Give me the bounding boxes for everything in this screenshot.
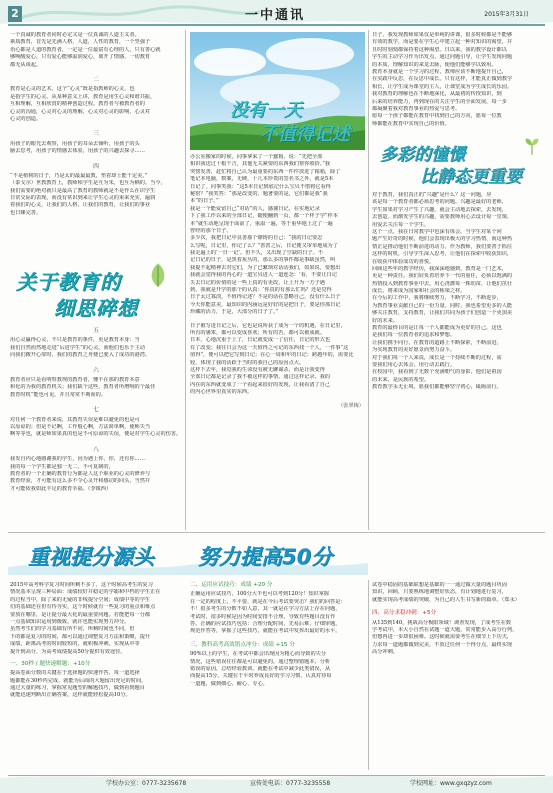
text-line: 么写呢，日记里，你记了么？”善善之后，日记便又审单地成为了 (190, 242, 338, 249)
text-line: 下的都是复习的时间，都可以通过调整复习方法和策略，提升 (10, 633, 151, 640)
text-line: 在实践中反思，在反思中成长。只有这样，才能真正做到教学 (372, 76, 513, 83)
col1-lower-block (10, 328, 182, 493)
text-line: 去创造。而激发学生的兴趣，需要教师用心去设计每一堂课， (372, 214, 513, 221)
text-line: 力求每一道题都做到完美，不放过任何一个得分点，最终实现 (372, 641, 513, 648)
text-line: 互相理解，互相欣赏的精神创造过程。教育者与被教育者的 (10, 101, 145, 108)
text-line: 相长，让学生成为课堂的主人，让课堂成为学生成长的乐园。 (372, 83, 513, 90)
text-line: 今天你能意美，最知识的内涵远是好好的是把日子，要是你那日记 (190, 301, 341, 308)
text-line: 内在的东西就变成了一个看起来很好的发现，让我看清了自己 (190, 381, 331, 388)
text-line: 试卷中稳固的基础联想是基础的一一通过做大量的题目巩固 (372, 582, 507, 588)
text-line: 不！很多考生的分数不如人意，其一就是在学习方法上存在问题， (190, 606, 341, 613)
text-line: 而提高15分。关键在于平时养成良好的学习习惯，认真对待每 (190, 673, 332, 680)
text-line: 情正是推动他们不断前进的动力。作为教师，我们要善于抓住 (372, 243, 513, 250)
text-line: 一道题，做到细心、耐心、专心。 (190, 680, 268, 687)
text-line: 我发自内心地感谢我的学生，因为遇上你，你，还有你…… (10, 456, 145, 463)
section-heading: 三、教科高考高效错点冲分：成绩 +15 分 (190, 641, 295, 648)
text-line: 心灵的沟通，心灵对心灵的理解，心灵对心灵的影响，心灵对 (10, 108, 151, 115)
col3-title-block (372, 134, 544, 187)
column-divider-1 (185, 30, 186, 530)
footer-website: 学校网址：www.gxqzyz.com (410, 780, 492, 787)
text-line: 90%以上的学生，在考试中都会出现因为粗心而导致的失分 (190, 651, 327, 658)
section-number: 六 (93, 367, 99, 374)
text-line: 日子太过寡淡，不值得记述？不是的话在忽略自己，没有什么日子 (190, 294, 341, 301)
text-line: 对于我们每一个人来说，成长是一个持续不断的过程，需 (372, 354, 502, 361)
text-line: 就能实现高考成绩的突破，为自己的人生书写新的篇章。（郑永） (372, 596, 520, 603)
text-line: 本”就生动地呈现于面前了，重温一遍，等于重华地上过了一遍 (190, 220, 333, 227)
text-line: 情况基本呈现三种局面：成绩较好并稳定的学霸和中档的学生正在 (10, 589, 161, 596)
section-number: 二 (93, 76, 99, 83)
bottom-right-block (372, 582, 544, 657)
text-line: 情况，这些错误往往都是可以避免的。通过整理错题本，分析 (190, 658, 331, 665)
text-line: 答。正确的应试技巧包括：合理分配时间，先易后难，仔细审题， (190, 620, 341, 627)
text-line: 教育本身就是一个学习的过程，教师应该不断地提升自己， (372, 68, 507, 75)
text-line: 提升到高分，为高考成绩提高50分提供有效途径。 (10, 648, 126, 655)
text-line: 规范作答等，掌握了这些技巧，就能在考试中发挥出最好的水平。 (190, 628, 341, 635)
text-line: 学考试中，本大小自然在试题一道大题，常常能步入高分行列， (372, 626, 518, 633)
text-line: 这样的时机，引导学生深入思考，让他们在探索中收获知识， (372, 251, 513, 258)
text-line: 曾经的那个日子。 (190, 227, 232, 234)
text-line: 知识，回顾，只要熟练地调整好状态，有计划地进行复习， (372, 589, 507, 596)
text-line: 教育是心灵的艺术，这个“心灵”既是指教师的心灵，也 (10, 86, 135, 93)
text-line: 有了改变；我往日会为这一天值得之可记的东西找一个人，一件事“这 (190, 344, 349, 351)
col1-block (10, 32, 182, 217)
col1-title-line1: 关于教育的 (16, 270, 121, 294)
text-line: 学生如果对学习产生了兴趣，就会主动地去探索，去发现， (372, 206, 507, 213)
bottom-divider (8, 532, 545, 533)
footer-publicity-phone: 宣传处电话：0777-3235558 (250, 780, 331, 787)
text-line: 珍藏的活力，于是，大部分的日子了。” (190, 309, 279, 316)
text-line: 对任何一个教育者来说，其教育失误是难以避免的也是可 (10, 416, 140, 423)
text-line: 愿每一个孩子都能在教育中找到自己的方向，愿每一位教 (372, 113, 502, 120)
text-line: 教育经验，才可能有这么多不令心灵开和感动的回头，当然并 (10, 478, 151, 485)
text-line: 较，体现了我的活跃于当时的我自己的原因点大。 (190, 359, 305, 366)
text-line: 用爱去关注每一个学生。 (372, 221, 430, 228)
text-line: 值得”，便可以把它写到日记；在心一周和年的日记：跨越年的，需要比 (190, 352, 354, 359)
text-line: 提高卷面分数的关键在于选择题的快速作答，每一道选择 (10, 670, 140, 677)
text-line: 在校园中，我看到了无数个充满朝气的身影，他们是祖国 (372, 369, 502, 376)
section-number: 八 (93, 446, 99, 453)
text-line: 且时时刻刻都保持着这种渴望。日以来，我的教学设计都以 (372, 46, 507, 53)
section-heading: 二、运用应试技巧：成绩 +20 分 (190, 582, 273, 588)
text-line: 啊等等也，就是师如果真的也是不可原谅的失误，便是对学生心灵的伤害。 (10, 431, 182, 438)
text-line: 对于教育，我们真正的“兴趣”是什么？这一问题，应 (372, 192, 492, 198)
text-line: 的过程当中，除了来的无疑的非线提分空间；成绩中等的学生 (10, 596, 151, 603)
text-line: 教育的最终目的是让每一个人都能成为更好的自己，这也 (372, 325, 502, 332)
text-line: 一点基础知识运用到极致，就许也能实现努力冲分。 (10, 618, 130, 625)
text-line: 该是每一个教育者都必须思考的问题。兴趣是最好的老师， (372, 199, 507, 206)
text-line: 后来的培养能力，再到现在的关注学生的全面发展，每一步 (372, 98, 507, 105)
col2-photo (190, 32, 365, 150)
text-line: 才可能依我如此丰足的教育幸福。（李镇西） (10, 485, 112, 492)
text-line: 到，我就是开学的那个的认真：‘你真的有那么忙吗？还是觉得 (190, 287, 332, 294)
text-line: 回顾这些年的教学经历，我深深地感到，教育是一门艺术， (372, 265, 507, 272)
text-line: 正确运用应试技巧，100分大半也可以考到120分！知识掌握 (190, 591, 330, 598)
text-line: 我走遍上的‘一日一记’。但不久，又出现了空缺的日子。不 (190, 250, 323, 257)
text-line: 教育时机“能也可见，并且常常不期而的。 (10, 391, 107, 398)
text-line: 我们需要的绝对就只是最高了教育的教师就是不是作么在识学生 (10, 187, 156, 194)
header-rule (8, 24, 545, 26)
col3-title-line2: 比静态更重要 (420, 167, 522, 187)
text-line: （泰戈尔）世教教育上，教师和学生是互为朱，也互为栖的。当今， (10, 180, 166, 187)
banner-left-text: 重视提分源头 (28, 545, 154, 569)
text-line: 素质教育，首先是先满人格，人道，人性的教育，一个坚强子 (10, 39, 151, 46)
section-heading: 四、高分求稳冲刺：+5分 (372, 610, 437, 617)
text-line: 虽然考生们的学习基础有所不同，所剩时间也不同，但 (10, 626, 135, 633)
text-line: 失去日记的价值的是一些上真的有更改，让上升为一方子遇 (190, 279, 325, 286)
masthead-title: 一中通讯 (245, 8, 306, 23)
text-line: 日本，心地沉重于上了，日记就变成一了信任，日记的形式也 (190, 337, 331, 344)
text-line: 这样下去年，我觉我的生命没有被无聊谋杀，而是让我变得 (190, 366, 325, 373)
exam-banner (8, 537, 368, 575)
text-line: 语心都是人道的教育者，一定是一位最富有心理的人，只有善心就 (10, 46, 161, 53)
text-line: 所有的愚笨，都可以变成喜欢；所有的苦，都可以被成就。 (190, 329, 325, 336)
text-line: 为实现教育的美好愿景而努力奋斗。 (372, 347, 456, 354)
text-line: 学生的主动学习作为出发点，通过问题引导，让学生发现问题 (372, 54, 513, 61)
col2-block (190, 154, 364, 410)
text-line: 通过大量的练习，掌握常见题型的解题技巧，做到看到题目 (10, 685, 145, 692)
text-line: 们的基础还在但有待夯实，这个时候就有一些复习的重点和难点 (10, 604, 156, 611)
text-line: 办公室搬家的时候，同事拿来了一个蠢箱，说：“先把全部 (190, 154, 323, 160)
text-line: 突愣发善，赶忙将自己认为最重要的东西一件件放进了箱箱，除了 (190, 168, 341, 175)
text-line: 够关注教育，支持教育，让我们共同为孩子们创造一个更加美 (372, 310, 513, 317)
text-line: 好的未来。 (372, 317, 398, 324)
text-line: 师都能在教育中实现自己的价值。 (372, 120, 450, 127)
text-line: 教育者应只是看明察教规的教育者，懂不在那的教育本意 (10, 376, 140, 383)
text-line: 从135到140，挑战高分极限领域！调查发现，了成考生在数 (372, 619, 512, 626)
text-line: 就能迅速判断出正确答案，这样就能轻松提高10分。 (10, 692, 131, 699)
text-line: 全部日记都是记录了我不被这样的事情，通过这样记录，我的 (190, 374, 331, 381)
text-line: 错误的原因，总结经验教训，就能在考试中减少此类错误，从 (190, 665, 331, 672)
text-line: 成绩，距离高考的时间较短的，就积极冲刺，实现从中等 (10, 641, 140, 648)
text-line: 的本质，理解知识的来龙去脉，使他们能够学以致用。 (372, 61, 497, 68)
text-line: 在收获中体验成功的喜悦。 (372, 258, 435, 265)
text-line: 在今后的工作中，我将继续努力，不断学习，不断进步， (372, 295, 502, 302)
text-line: 日记了。同事笑我：“这5本日记到底记什么宝贝不惜将它看得 (190, 183, 331, 190)
photo-title-line2: 不值得记述 (260, 124, 350, 145)
text-line: 和化的为我的教育机关；我们缺个这些，教育者所增响的个最佳 (10, 384, 156, 391)
text-line: 我提不起精神去对它们，为了已繁琐对话动我们，如果说，要想出 (190, 264, 341, 271)
text-line: 一个真诚的教育者同时必定又是一位真诚的人道主义者。 (10, 32, 140, 38)
text-line: 相识我送过十根干吉，其他无关紧要的东西我们帮你收拾。”我 (190, 161, 331, 168)
col1-title-block (10, 262, 182, 322)
text-line: 是我们每一位教育者的追求和梦想。 (372, 332, 456, 339)
col1-title-line2: 细思碎想 (54, 296, 138, 320)
text-line: 心灵的创造。 (10, 115, 42, 122)
page-number: 2 (8, 6, 22, 22)
footer-office-phone: 学校办公室：0777-3235678 (106, 780, 187, 787)
signature: （张翠梅） (338, 402, 364, 409)
section-number: 四 (93, 163, 99, 170)
text-line: 成长，将来成为国家和社会的栋梁之材。 (372, 288, 466, 295)
column-divider-2 (368, 30, 369, 530)
banner-right-text: 努力提高50分 (198, 545, 333, 569)
text-line: 有效的教学，而是要在学生心中建立起一种对知识的渴望，并 (372, 39, 513, 46)
header-date: 2015年3月31日 (484, 11, 529, 18)
text-line: 我对教育的理解也在不断地深化，从最初的传授知识，到 (372, 91, 502, 98)
text-line: 我的每一个学生都是独一无二，不可复制的， (10, 463, 114, 470)
text-line: “不是植树的日子，乃是太的最最最教，垫着却土能千定美。” (10, 172, 148, 179)
photo-title-line1: 没有一天 (230, 100, 302, 121)
text-line: 更是一种责任。我们肩负着培养下一代的重任，必须以饱满的 (372, 273, 513, 280)
text-line: 笔记本电脑，数案，无硬，十几本珍贵的签名书之外，就是5本 (190, 176, 334, 183)
text-line: 够唤醒爱心，只有爱心能够温润爱心，离开了情感，一切教育 (10, 54, 151, 61)
leaf-decoration-icon (145, 262, 171, 288)
section-number: 五 (93, 328, 99, 334)
text-line: 都无从谈起。 (10, 61, 42, 68)
text-line: 教育教学永无止境，愿我们都能够坚守初心，砥砺前行。 (372, 384, 502, 391)
text-line: 着我们的心灵，让我们的人格，让我们的教育，让我们的事业 (10, 202, 151, 209)
text-line: 我是一个能爱留自己“对话”的人，感谢日记，在实地记录 (190, 205, 320, 212)
text-line: 让我们携手同行，在教育的道路上不断探索，不断前进， (372, 339, 502, 346)
text-line: 教育者的一个正确的教育行为都是人这个职业的心灵的修养与 (10, 470, 151, 477)
text-line: 这个一点，我在日常教学中也深有体会。当学生对某个问 (372, 228, 502, 235)
text-line: 要我们用心去体会，用行动去践行。 (372, 361, 456, 368)
text-line: 都凝聚着我对教育事业的热爱与思考。 (372, 105, 461, 112)
text-line: 高分冲刺。 (372, 649, 398, 656)
text-line: 热情投入到教育事业中去，用心浇灌每一株幼苗，让他们茁壮 (372, 280, 513, 287)
text-line: 的内心世界里真实的东西。 (190, 389, 253, 396)
section-number: 三 (93, 131, 99, 138)
text-line: 日子被写进日记之后，它也是说所获了成为一个的机遇。在日记里， (190, 322, 346, 329)
text-line: 向我们敞开心扉时，我们的教育之舟便已驶入了成功的港湾。 (10, 352, 151, 359)
text-line: 要放在哪里，是让提分最大化的最重要问题。若能把每一分都 (10, 611, 151, 618)
text-line: 考试时，很多时候是因为时间安排不合理，导致有些题目没有作 (190, 613, 336, 620)
sprout-decoration-icon (522, 136, 542, 156)
text-line: 本”的日子。” (190, 198, 219, 205)
bottom-middle-block (190, 582, 364, 688)
col3-title-line1: 多彩的憧憬 (380, 145, 465, 165)
text-line: 用孩子的眼光去观察，用孩子的耳朵去倾听，用孩子的头 (10, 140, 140, 147)
text-line: 下了我工作以来的全部日记，随便翻到一页，都一个样子学”样本 (190, 213, 338, 220)
text-line: 的未来，是民族的希望。 (372, 376, 430, 383)
text-line: 我们自然而然地走进“后进学生”的心灵，而他们也乐于主动 (10, 344, 145, 351)
text-line: 在一定的程度上，不平要，就是在今后考试要突击？我们的回答是： (190, 598, 346, 605)
text-line: 日常交际的表现。而没有常识到来让学生心灵的束来充实，遍润 (10, 195, 156, 202)
col3-top-block (372, 32, 544, 128)
text-line: 也日臻完善。 (10, 209, 42, 216)
text-line: 以原谅的；但是不记啊，工作般心啊，方法简单啊，使师失当 (10, 423, 151, 430)
text-line: 我就会觉得我的内心的一道宝贝进人一道连念：‘看，不要让日记 (190, 272, 337, 279)
bottom-left-block (10, 582, 182, 700)
text-line: 日子，我发现教师如果仅是单纯的讲课，很多时候都是不能够 (372, 32, 513, 38)
col3-mid-block (372, 192, 544, 392)
text-line: 用心灵赢得心灵，不只是教育的条件，更是教育本身：当 (10, 337, 140, 344)
text-line: 题产生好奇的时候，他们会表现出极大的学习热情，而这种热 (372, 236, 513, 243)
text-line: 但想再进一步却很困难。这时候就需要考生在细节上下功夫， (372, 634, 513, 641)
text-line: 为教育事业贡献自己的一份力量。同时，我也希望更多的人能 (372, 302, 513, 309)
text-line: 秘密？”我笑答：“那是改变的，题著要的是，它们都是我“我 (190, 190, 328, 197)
text-line: 题都能在30秒内完成，就能为后面的大题留出充足的时间。 (10, 677, 147, 684)
section-number: 七 (93, 407, 99, 414)
text-line: 是指学生的心灵。从某种意义上讲，教育是用生心灵和谐共振， (10, 93, 156, 100)
text-line: 脑去思考，用孩子的情感去体验，用孩子的兴趣去探寻…… (10, 148, 145, 155)
bottom-column-divider (368, 580, 369, 770)
text-line: 2015年高考科学复习时间所剩不多了，这个时候高考生的复习 (10, 582, 153, 588)
text-line: 多少次，我把日记中良善那个镣铸的自己：“我的日记要怎 (190, 235, 323, 242)
text-line: 记日记的日子，是黑着灰丛的，那么多的事件都是事缺虽然，叫 (190, 257, 336, 264)
section-heading: 一、30秒 / 题快速解题：+10分 (10, 660, 91, 667)
